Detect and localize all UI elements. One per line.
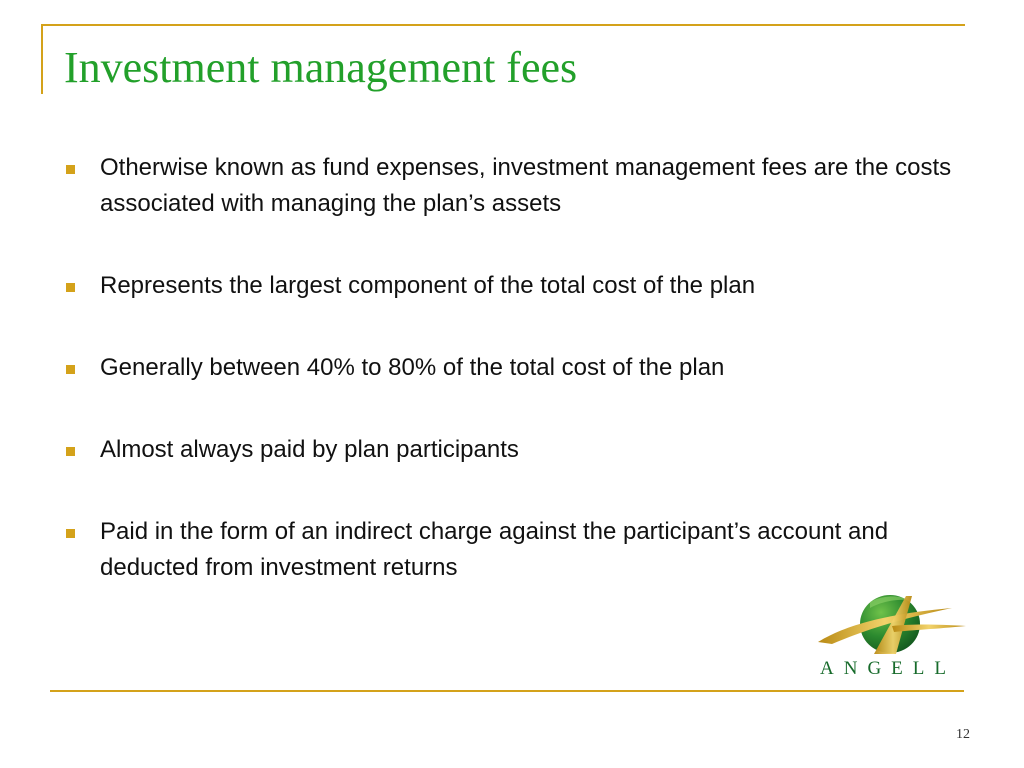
bullet-text: Generally between 40% to 80% of the total cost of the plan bbox=[100, 354, 725, 381]
bullet-item bbox=[64, 350, 964, 386]
bullet-item bbox=[64, 268, 964, 304]
bullet-text: Paid in the form of an indirect charge against the participant’s account and deducted from investment returns bbox=[100, 518, 889, 581]
slide-title: Investment management fees bbox=[64, 43, 578, 92]
logo-wordmark: ANGELL bbox=[820, 658, 956, 679]
bullet-item bbox=[64, 150, 964, 222]
page-number: 12 bbox=[956, 727, 970, 742]
bullet-item bbox=[64, 514, 964, 586]
bullet-list bbox=[64, 150, 964, 632]
bullet-item bbox=[64, 432, 964, 468]
frame-top-rule bbox=[41, 24, 965, 26]
square-bullet-icon bbox=[66, 283, 75, 292]
square-bullet-icon bbox=[66, 365, 75, 374]
square-bullet-icon bbox=[66, 165, 75, 174]
bullet-text: Almost always paid by plan participants bbox=[100, 436, 519, 463]
frame-left-rule bbox=[41, 24, 43, 94]
bottom-rule bbox=[50, 690, 964, 692]
angell-logo-icon bbox=[814, 590, 970, 660]
bullet-text: Otherwise known as fund expenses, investment management fees are the costs associated with managing the plan’s assets bbox=[100, 154, 952, 217]
square-bullet-icon bbox=[66, 529, 75, 538]
bullet-text: Represents the largest component of the total cost of the plan bbox=[100, 272, 756, 299]
angell-logo bbox=[814, 590, 970, 686]
square-bullet-icon bbox=[66, 447, 75, 456]
